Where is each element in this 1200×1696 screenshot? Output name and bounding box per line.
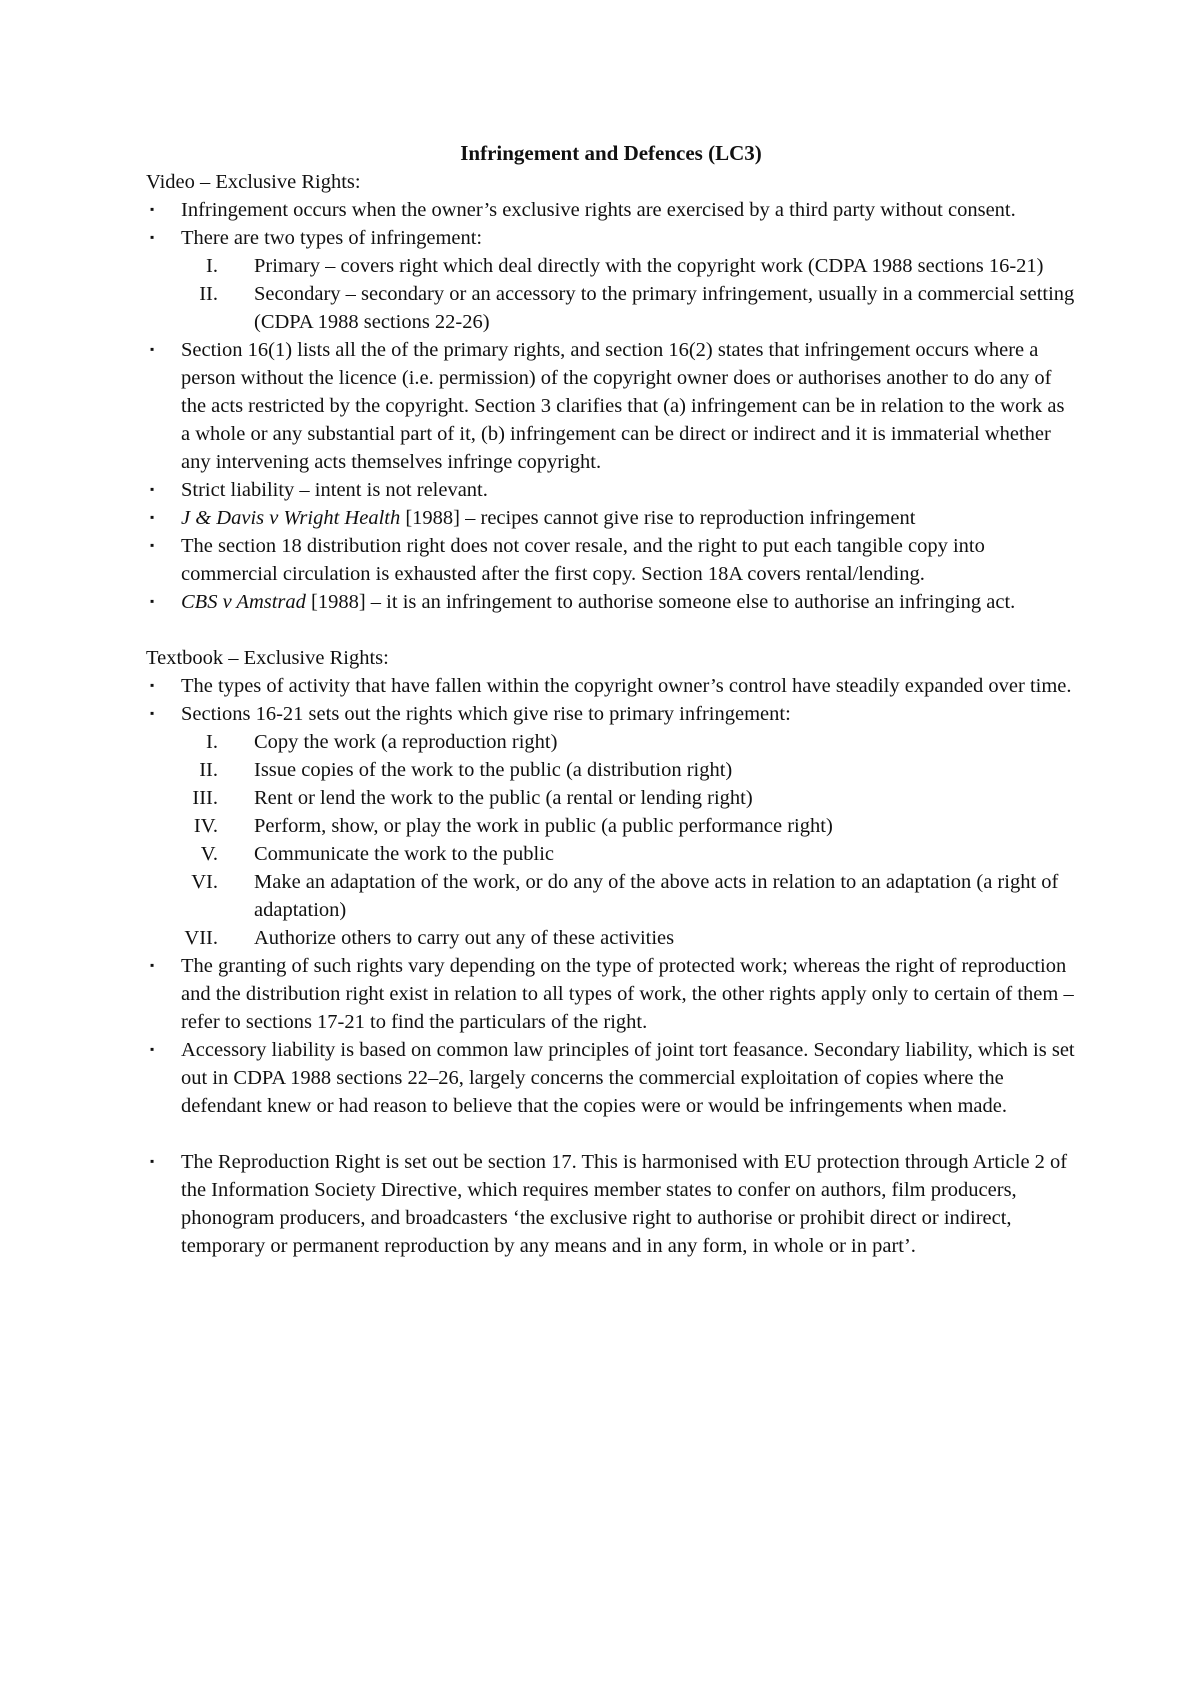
item-text: Secondary – secondary or an accessory to the primary infringement, usually in a commercial setting (CDPA 1988 sections 22-26) — [254, 283, 1075, 333]
list-item — [146, 812, 1076, 840]
bullet-text: Accessory liability is based on common law principles of joint tort feasance. Secondary liability, which is set out in CDPA 1988 sections 22–26, largely concerns the commercial exploitation of copies where the defendant knew or had reason to believe that the copies were or would be infringements when made. — [181, 1039, 1075, 1117]
bullet-icon: ▪ — [150, 958, 155, 972]
bullet-text: The granting of such rights vary depending on the type of protected work; whereas the right of reproduction and the distribution right exist in relation to all types of work, the other rights apply only to certain of them – refer to sections 17-21 to find the particulars of the right. — [181, 955, 1074, 1033]
roman-numeral: II. — [199, 283, 218, 305]
roman-numeral: IV. — [193, 815, 218, 837]
case-name: J & Davis v Wright Health — [181, 507, 401, 529]
list-item — [146, 756, 1076, 784]
list-item — [146, 672, 1076, 700]
bullet-text: Sections 16-21 sets out the rights which give rise to primary infringement: — [181, 703, 791, 725]
list-item — [146, 336, 1076, 476]
list-item — [146, 840, 1076, 868]
spacer — [146, 616, 1076, 644]
roman-numeral: VI. — [191, 871, 218, 893]
item-text: Authorize others to carry out any of these activities — [254, 927, 675, 949]
spacer — [146, 1120, 1076, 1148]
roman-numeral: II. — [199, 759, 218, 781]
roman-numeral: V. — [200, 843, 218, 865]
item-text: Rent or lend the work to the public (a rental or lending right) — [254, 787, 753, 809]
bullet-icon: ▪ — [150, 594, 155, 608]
list-item — [146, 868, 1076, 924]
primary-rights-list — [181, 728, 1076, 952]
document-title: Infringement and Defences (LC3) — [460, 141, 762, 165]
bullet-icon: ▪ — [150, 678, 155, 692]
case-name: CBS v Amstrad — [181, 591, 306, 613]
video-bullet-list — [146, 196, 1076, 616]
bullet-icon: ▪ — [150, 706, 155, 720]
list-item — [146, 280, 1076, 336]
bullet-icon: ▪ — [150, 202, 155, 216]
item-text: Issue copies of the work to the public (a distribution right) — [254, 759, 733, 781]
bullet-text: There are two types of infringement: — [181, 227, 483, 249]
bullet-text: Strict liability – intent is not relevant. — [181, 479, 488, 501]
list-item — [146, 1148, 1076, 1260]
item-text: Make an adaptation of the work, or do any of the above acts in relation to an adaptation (a right of adaptation) — [254, 871, 1059, 921]
list-item — [146, 700, 1076, 952]
list-item — [146, 784, 1076, 812]
item-text: Perform, show, or play the work in public (a public performance right) — [254, 815, 833, 837]
list-item — [146, 196, 1076, 224]
list-item — [146, 532, 1076, 588]
item-text: Communicate the work to the public — [254, 843, 555, 865]
infringement-types-list — [181, 252, 1076, 336]
item-text: Copy the work (a reproduction right) — [254, 731, 558, 753]
roman-numeral: VII. — [184, 927, 218, 949]
document-page — [146, 138, 1076, 1260]
roman-numeral: III. — [192, 787, 218, 809]
bullet-icon: ▪ — [150, 538, 155, 552]
textbook-bullet-list — [146, 672, 1076, 1260]
video-section-heading: Video – Exclusive Rights: — [146, 171, 361, 193]
bullet-icon: ▪ — [150, 510, 155, 524]
bullet-text: Infringement occurs when the owner’s exclusive rights are exercised by a third party without consent. — [181, 199, 1016, 221]
item-text: Primary – covers right which deal directly with the copyright work (CDPA 1988 sections 16-21) — [254, 255, 1044, 277]
list-item — [146, 728, 1076, 756]
list-item — [146, 924, 1076, 952]
bullet-icon: ▪ — [150, 1154, 155, 1168]
bullet-text: [1988] – it is an infringement to authorise someone else to authorise an infringing act. — [305, 591, 1016, 613]
list-item — [146, 952, 1076, 1036]
list-item — [146, 252, 1076, 280]
bullet-icon: ▪ — [150, 342, 155, 356]
roman-numeral: I. — [206, 731, 218, 753]
bullet-text: [1988] – recipes cannot give rise to reproduction infringement — [400, 507, 916, 529]
list-item — [146, 504, 1076, 532]
list-item — [146, 476, 1076, 504]
bullet-text: The types of activity that have fallen within the copyright owner’s control have steadily expanded over time. — [181, 675, 1072, 697]
list-item — [146, 588, 1076, 616]
bullet-text: Section 16(1) lists all the of the primary rights, and section 16(2) states that infringement occurs where a person without the licence (i.e. permission) of the copyright owner does or authorises another to do any of the acts restricted by the copyright. Section 3 clarifies that (a) infringement can be in relation to the work as a whole or any substantial part of it, (b) infringement can be direct or indirect and it is immaterial whether any intervening acts themselves infringe copyright. — [181, 339, 1065, 473]
bullet-text: The section 18 distribution right does not cover resale, and the right to put each tangible copy into commercial circulation is exhausted after the first copy. Section 18A covers rental/lending. — [181, 535, 985, 585]
bullet-icon: ▪ — [150, 482, 155, 496]
textbook-section-heading: Textbook – Exclusive Rights: — [146, 647, 389, 669]
list-item — [146, 224, 1076, 336]
bullet-icon: ▪ — [150, 230, 155, 244]
list-item — [146, 1036, 1076, 1120]
bullet-text: The Reproduction Right is set out be section 17. This is harmonised with EU protection through Article 2 of the Information Society Directive, which requires member states to confer on authors, film producers, phonogram producers, and broadcasters ‘the exclusive right to authorise or prohibit direct or indirect, temporary or permanent reproduction by any means and in any form, in whole or in part’. — [181, 1151, 1068, 1257]
bullet-icon: ▪ — [150, 1042, 155, 1056]
roman-numeral: I. — [206, 255, 218, 277]
